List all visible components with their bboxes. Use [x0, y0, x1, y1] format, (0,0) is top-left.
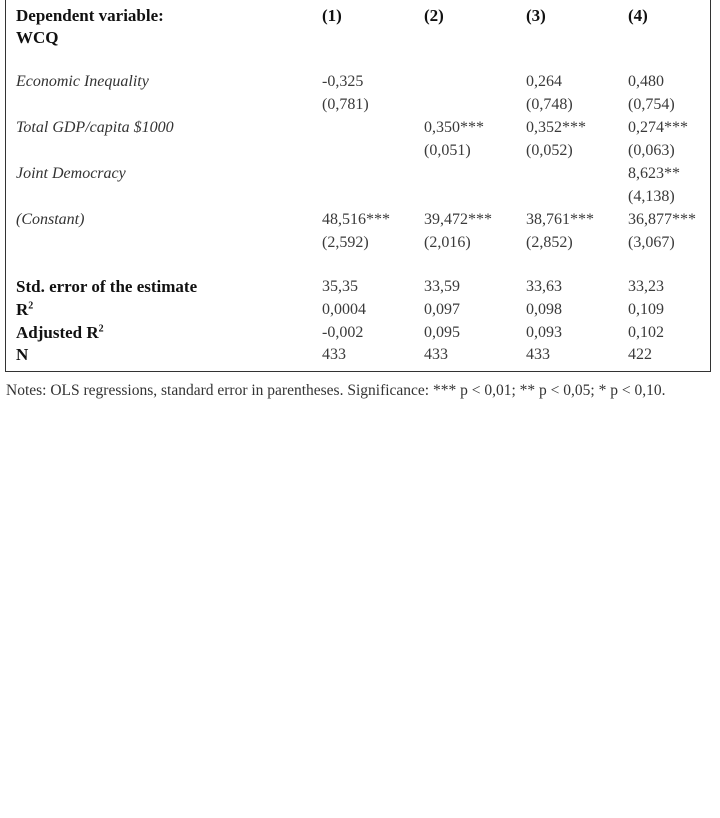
- se-democracy-4: (4,138): [628, 188, 675, 205]
- column-header-2: (2): [424, 6, 444, 25]
- coef-constant-2: 39,472***: [424, 211, 492, 228]
- n-3: 433: [526, 346, 550, 363]
- adjr2-2: 0,095: [424, 324, 460, 341]
- r-squared-superscript: 2: [28, 300, 34, 312]
- row-label-std-error: Std. error of the estimate: [16, 277, 198, 296]
- row-label-economic-inequality: Economic Inequality: [16, 73, 149, 90]
- coef-gdp-3: 0,352***: [526, 119, 586, 136]
- column-header-1: (1): [322, 6, 342, 25]
- se-inequality-3: (0,748): [526, 96, 573, 113]
- n-2: 433: [424, 346, 448, 363]
- dependent-variable-name: WCQ: [16, 28, 59, 47]
- r2-1: 0,0004: [322, 301, 366, 318]
- se-inequality-1: (0,781): [322, 96, 369, 113]
- r2-2: 0,097: [424, 301, 460, 318]
- adjr2-4: 0,102: [628, 324, 664, 341]
- coef-inequality-4: 0,480: [628, 73, 664, 90]
- n-1: 433: [322, 346, 346, 363]
- coef-democracy-4: 8,623**: [628, 165, 680, 182]
- coef-constant-4: 36,877***: [628, 211, 696, 228]
- stderr-4: 33,23: [628, 278, 664, 295]
- coef-gdp-4: 0,274***: [628, 119, 688, 136]
- stderr-2: 33,59: [424, 278, 460, 295]
- column-header-4: (4): [628, 6, 648, 25]
- coef-inequality-3: 0,264: [526, 73, 562, 90]
- adjusted-r-squared-label-text: Adjusted R: [16, 323, 99, 342]
- se-inequality-4: (0,754): [628, 96, 675, 113]
- row-label-joint-democracy: Joint Democracy: [16, 165, 126, 182]
- stderr-3: 33,63: [526, 278, 562, 295]
- se-gdp-2: (0,051): [424, 142, 471, 159]
- r2-4: 0,109: [628, 301, 664, 318]
- r-squared-label-text: R: [16, 300, 29, 319]
- row-label-adjusted-r-squared: [16, 322, 104, 344]
- se-gdp-4: (0,063): [628, 142, 675, 159]
- table-notes: Notes: OLS regressions, standard error in parentheses. Significance: *** p < 0,01; ** p < 0,05; * p < 0,10.: [6, 382, 666, 399]
- adjr2-3: 0,093: [526, 324, 562, 341]
- row-label-constant: (Constant): [16, 211, 85, 228]
- column-header-3: (3): [526, 6, 546, 25]
- se-constant-4: (3,067): [628, 234, 675, 251]
- adjusted-r-squared-superscript: 2: [98, 323, 104, 335]
- row-label-r-squared: [16, 299, 33, 321]
- se-constant-2: (2,016): [424, 234, 471, 251]
- row-label-gdp-per-capita: Total GDP/capita $1000: [16, 119, 174, 136]
- r2-3: 0,098: [526, 301, 562, 318]
- row-label-n: N: [16, 345, 29, 364]
- dependent-variable-label: Dependent variable:: [16, 6, 164, 25]
- n-4: 422: [628, 346, 652, 363]
- stderr-1: 35,35: [322, 278, 358, 295]
- coef-constant-3: 38,761***: [526, 211, 594, 228]
- se-gdp-3: (0,052): [526, 142, 573, 159]
- coef-constant-1: 48,516***: [322, 211, 390, 228]
- coef-gdp-2: 0,350***: [424, 119, 484, 136]
- se-constant-3: (2,852): [526, 234, 573, 251]
- adjr2-1: -0,002: [322, 324, 364, 341]
- coef-inequality-1: -0,325: [322, 73, 364, 90]
- se-constant-1: (2,592): [322, 234, 369, 251]
